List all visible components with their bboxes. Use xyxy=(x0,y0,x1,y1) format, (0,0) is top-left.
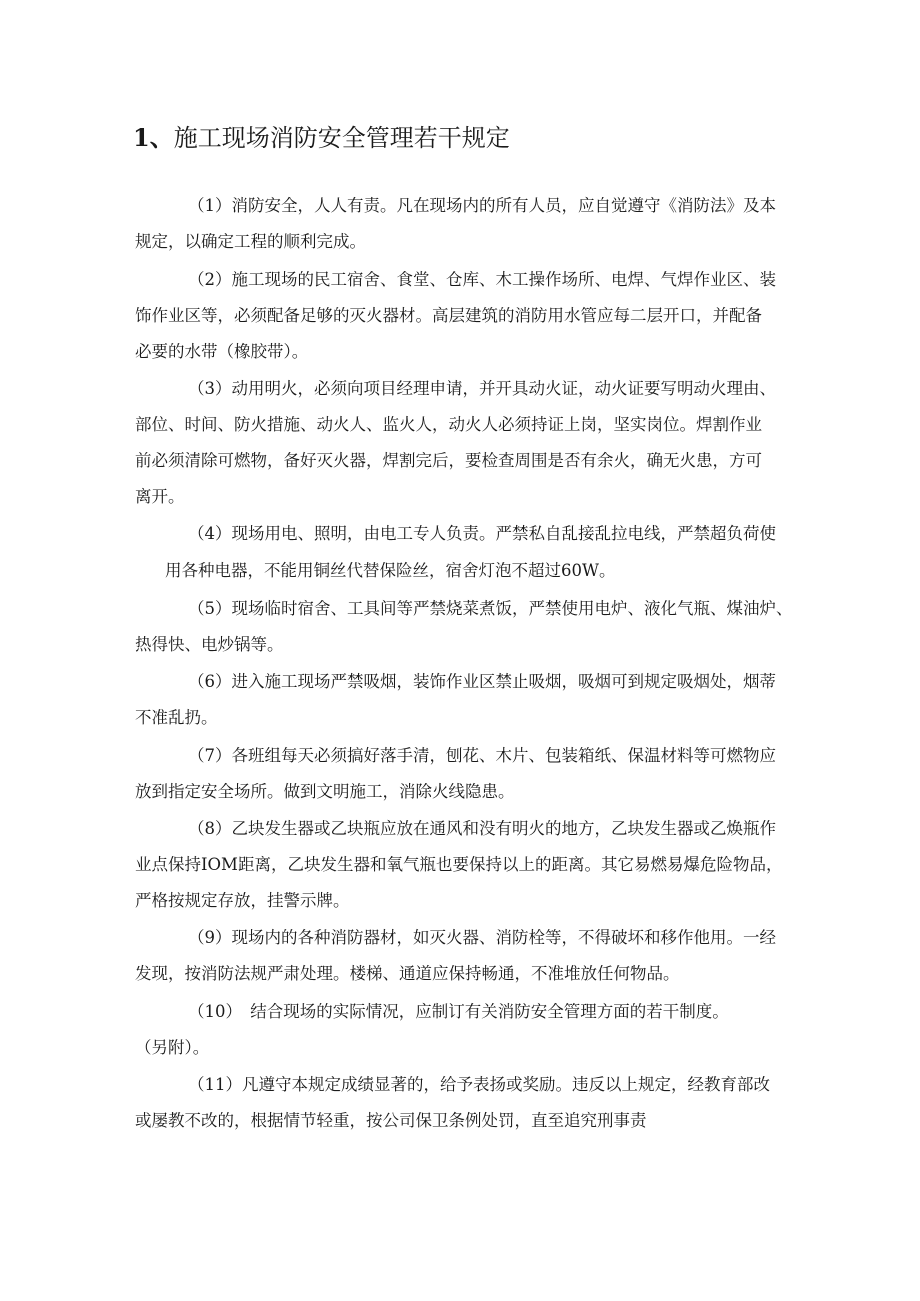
rule-3-line-2: 部位、时间、防火措施、动火人、监火人，动火人必须持证上岗，坚实岗位。焊割作业 xyxy=(135,415,762,434)
rule-2-line-2: 饰作业区等，必须配备足够的灭火器材。高层建筑的消防用水管应每二层开口，并配备 xyxy=(135,306,762,325)
rule-2-line-3: 必要的水带（橡胶带）。 xyxy=(135,342,309,361)
rule-2-line-1: （2）施工现场的民工宿舍、食堂、仓库、木工操作场所、电焊、气焊作业区、装 xyxy=(188,270,776,289)
rule-8-line-3: 严格按规定存放，挂警示牌。 xyxy=(135,891,350,910)
rule-3-line-3: 前必须清除可燃物，备好灭火器，焊割完后，要检查周围是否有余火，确无火患，方可 xyxy=(135,451,762,470)
rule-11-line-2: 或屡教不改的，根据情节轻重，按公司保卫条例处罚，直至追究刑事责 xyxy=(135,1111,647,1130)
rule-10-line-1: （10） 结合现场的实际情况，应制订有关消防安全管理方面的若干制度。 xyxy=(188,1002,729,1021)
rule-9-line-2: 发现，按消防法规严肃处理。楼梯、通道应保持畅通，不准堆放任何物品。 xyxy=(135,964,680,983)
rule-5-line-1: （5）现场临时宿舍、工具间等严禁烧菜煮饭，严禁使用电炉、液化气瓶、煤油炉、 xyxy=(188,599,793,618)
rule-7-line-1: （7）各班组每天必须搞好落手清，刨花、木片、包装箱纸、保温材料等可燃物应 xyxy=(188,746,776,765)
rule-3-line-1: （3）动用明火，必须向项目经理申请，并开具动火证，动火证要写明动火理由、 xyxy=(188,379,776,398)
rule-8-line-2: 业点保持IOM距离，乙块发生器和氧气瓶也要保持以上的距离。其它易燃易爆危险物品， xyxy=(135,855,783,874)
rule-3-line-4: 离开。 xyxy=(135,487,185,506)
rule-6-line-1: （6）进入施工现场严禁吸烟，装饰作业区禁止吸烟，吸烟可到规定吸烟处，烟蒂 xyxy=(188,672,776,691)
rule-11-line-1: （11）凡遵守本规定成绩显著的，给予表扬或奖励。违反以上规定，经教育部改 xyxy=(188,1075,770,1094)
rule-6-line-2: 不准乱扔。 xyxy=(135,708,218,727)
document-title xyxy=(133,118,510,158)
rule-8-line-1: （8）乙块发生器或乙块瓶应放在通风和没有明火的地方，乙块发生器或乙焕瓶作 xyxy=(188,819,776,838)
rule-5-line-2: 热得快、电炒锅等。 xyxy=(135,635,284,654)
rule-9-line-1: （9）现场内的各种消防器材，如灭火器、消防栓等，不得破坏和移作他用。一经 xyxy=(188,928,776,947)
rule-4-line-1: （4）现场用电、照明，由电工专人负责。严禁私自乱接乱拉电线，严禁超负荷使 xyxy=(188,524,776,543)
rule-7-line-2: 放到指定安全场所。做到文明施工，消除火线隐患。 xyxy=(135,782,515,801)
rule-4-line-2: 用各种电器，不能用铜丝代替保险丝，宿舍灯泡不超过60W。 xyxy=(165,561,616,580)
title-text: 施工现场消防安全管理若干规定 xyxy=(173,124,510,152)
rule-10-line-2: （另附）。 xyxy=(135,1038,210,1057)
rule-1-line-1: （1）消防安全，人人有责。凡在现场内的所有人员，应自觉遵守《消防法》及本 xyxy=(188,196,776,215)
rule-1-line-2: 规定，以确定工程的顺利完成。 xyxy=(135,232,366,251)
title-number: 1、 xyxy=(133,123,174,152)
